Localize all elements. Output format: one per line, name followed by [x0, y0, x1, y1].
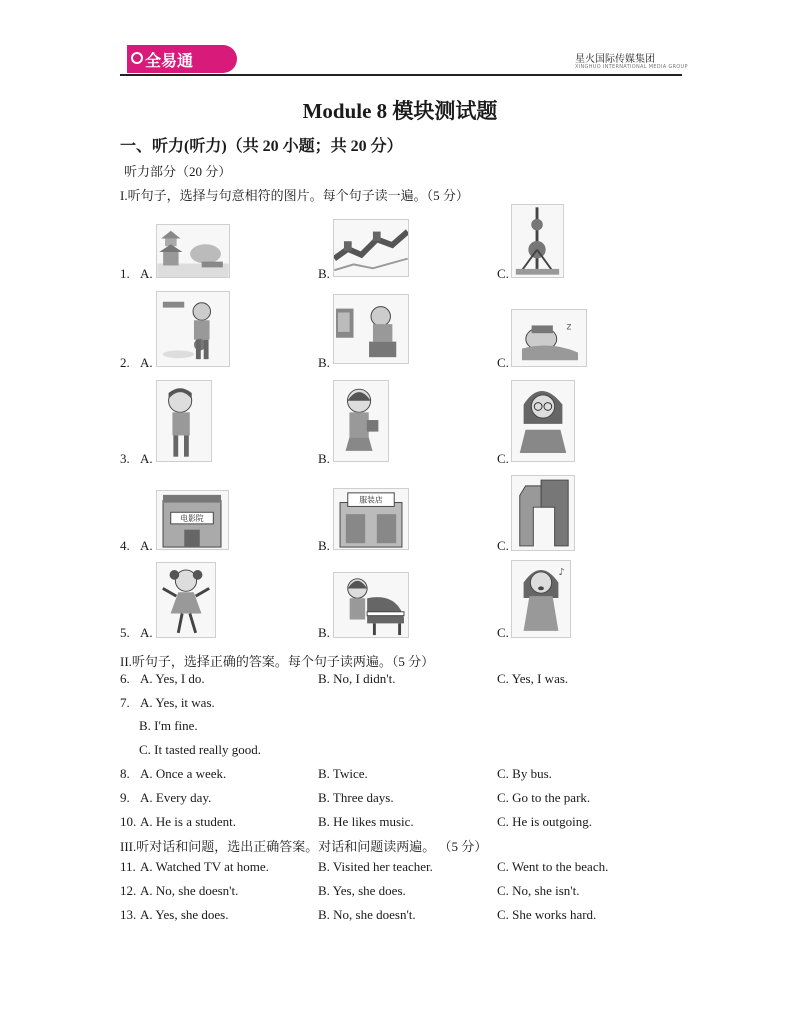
option-c[interactable]: C. Go to the park.	[497, 790, 591, 805]
option-c[interactable]: C. He is outgoing.	[497, 814, 592, 829]
option-a[interactable]: A. Every day.	[140, 790, 212, 805]
option-b-label: B.	[318, 266, 330, 281]
listening-subheading: 听力部分（20 分）	[124, 164, 232, 179]
option-a-label: A.	[140, 451, 153, 466]
part2-instruction: II.听句子，选择正确的答案。每个句子读两遍。（5 分）	[120, 654, 435, 669]
question-number: 8.	[120, 766, 130, 781]
question-number: 1.	[120, 266, 130, 281]
girl-playing-piano-picture[interactable]	[333, 572, 409, 638]
option-b[interactable]: B. Yes, she does.	[318, 883, 406, 898]
option-a-label: A.	[140, 625, 153, 640]
option-c[interactable]: C. Yes, I was.	[497, 671, 569, 686]
short-hair-girl-picture[interactable]	[156, 380, 212, 462]
option-b-label: B.	[318, 355, 330, 370]
question-number: 13.	[120, 907, 137, 922]
option-c[interactable]: C. By bus.	[497, 766, 552, 781]
brand-logo	[127, 45, 237, 73]
option-a[interactable]: A. He is a student.	[140, 814, 237, 829]
question-7-option-b[interactable]: B. I'm fine.	[139, 718, 198, 733]
option-c-label: C.	[497, 355, 509, 370]
clothes-shop-picture[interactable]	[333, 488, 409, 550]
logo-text: 全易通	[145, 50, 194, 70]
part1-instruction: I.听句子，选择与句意相符的图片。每个句子读一遍。（5 分）	[120, 188, 469, 203]
question-7-option-c[interactable]: C. It tasted really good.	[139, 742, 262, 757]
pagoda-park-picture[interactable]	[156, 224, 230, 278]
shop-sign: 服装店	[359, 495, 383, 505]
boy-watching-tv-picture[interactable]	[333, 294, 409, 364]
option-b[interactable]: B. Three days.	[318, 790, 394, 805]
question-number: 9.	[120, 790, 130, 805]
question-number: 7.	[120, 695, 130, 710]
page-title: Module 8 模块测试题	[302, 99, 498, 123]
tv-tower-picture[interactable]	[511, 204, 564, 278]
girl-with-glasses-picture[interactable]	[511, 380, 575, 462]
option-b[interactable]: B. No, she doesn't.	[318, 907, 416, 922]
girl-singing-picture[interactable]	[511, 560, 571, 638]
section-title: 一、听力(听力)（共 20 小题；共 20 分）	[120, 138, 403, 155]
question-number: 12.	[120, 883, 137, 898]
question-number: 6.	[120, 671, 130, 686]
question-number: 4.	[120, 538, 130, 553]
question-number: 3.	[120, 451, 130, 466]
svg-text:z: z	[566, 321, 572, 333]
svg-text:♪: ♪	[558, 566, 565, 578]
girl-dancing-picture[interactable]	[156, 562, 216, 638]
question-number: 5.	[120, 625, 130, 640]
boy-basketball-picture[interactable]	[156, 291, 230, 367]
option-a-label: A.	[140, 538, 153, 553]
option-b-label: B.	[318, 538, 330, 553]
option-c-label: C.	[497, 451, 509, 466]
option-a[interactable]: A. Once a week.	[140, 766, 227, 781]
option-a[interactable]: A. Yes, I do.	[140, 671, 205, 686]
question-number: 10.	[120, 814, 137, 829]
girl-holding-bag-picture[interactable]	[333, 380, 389, 462]
cctv-building-picture[interactable]	[511, 475, 575, 551]
option-c-label: C.	[497, 538, 509, 553]
option-b[interactable]: B. He likes music.	[318, 814, 414, 829]
publisher-name: 星火国际传媒集团	[575, 54, 655, 65]
option-c[interactable]: C. No, she isn't.	[497, 883, 580, 898]
part3-instruction: III.听对话和问题，选出正确答案。对话和问题读两遍。 （5 分）	[120, 839, 488, 854]
option-c[interactable]: C. She works hard.	[497, 907, 597, 922]
header-divider	[120, 74, 682, 76]
option-b[interactable]: B. No, I didn't.	[318, 671, 396, 686]
option-c-label: C.	[497, 266, 509, 281]
option-a[interactable]: A. Yes, she does.	[140, 907, 229, 922]
option-a[interactable]: A. No, she doesn't.	[140, 883, 239, 898]
great-wall-picture[interactable]	[333, 219, 409, 277]
logo-ring-icon	[131, 52, 143, 64]
option-a-label: A.	[140, 266, 153, 281]
option-b-label: B.	[318, 451, 330, 466]
option-b-label: B.	[318, 625, 330, 640]
question-number: 2.	[120, 355, 130, 370]
option-c[interactable]: C. Went to the beach.	[497, 859, 609, 874]
publisher-subtitle: XINGHUO INTERNATIONAL MEDIA GROUP	[575, 64, 688, 70]
cinema-sign: 电影院	[180, 513, 204, 523]
option-c-label: C.	[497, 625, 509, 640]
cinema-picture[interactable]	[156, 490, 229, 550]
option-b[interactable]: B. Visited her teacher.	[318, 859, 433, 874]
girl-sleeping-picture[interactable]	[511, 309, 587, 367]
question-number: 11.	[120, 859, 136, 874]
option-a[interactable]: A. Watched TV at home.	[140, 859, 269, 874]
option-a[interactable]: A. Yes, it was.	[140, 695, 215, 710]
option-b[interactable]: B. Twice.	[318, 766, 368, 781]
option-a-label: A.	[140, 355, 153, 370]
